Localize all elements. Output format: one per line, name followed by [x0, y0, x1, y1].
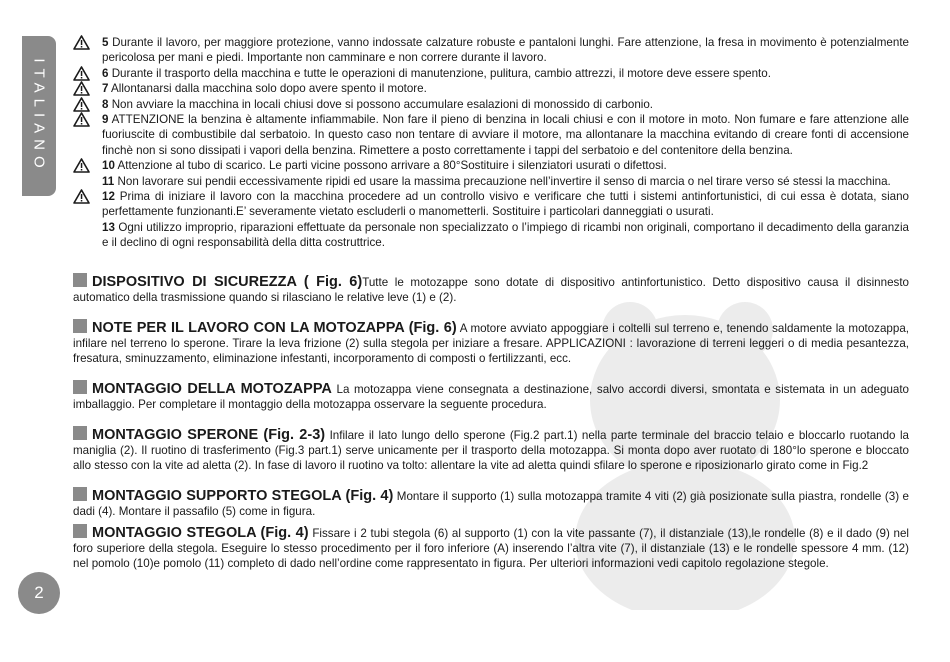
warning-item	[73, 97, 909, 112]
section-text: Montare il supporto (1) sulla motozappa tramite 4 viti (2) già posizionate sulla piastra, rondelle (3) e dadi (4). Montare il passafilo (5) come in figura.	[73, 489, 909, 519]
warning-text: Non lavorare sui pendii eccessivamente ripidi ed usare la massima precauzione nell’invertire il senso di marcia o nel tirare verso sé stessi la macchina.	[117, 174, 891, 188]
instruction-section	[73, 273, 909, 306]
warning-number: 5	[102, 36, 109, 49]
section-bullet-icon	[73, 426, 87, 440]
section-text: A motore avviato appoggiare i coltelli sul terreno e, tenendo saldamente la motozappa, infilare nel terreno lo sperone. Tirare la leva frizione (2) sulla stegola per iniziare a fresare. APPLICAZIONI : lavorazione di terreni leggeri o di media pesantezza, fresatura, sminuzzamento, eliminazione infestanti, incorporamento di composti o fertilizzanti, ecc.	[73, 321, 909, 366]
warning-item	[73, 112, 909, 158]
section-bullet-icon	[73, 273, 87, 287]
section-title: NOTE PER IL LAVORO CON LA MOTOZAPPA (Fig. 6)	[92, 319, 457, 336]
section-title: DISPOSITIVO DI SICUREZZA ( Fig. 6)	[92, 273, 363, 290]
instructions-body	[73, 35, 909, 572]
warning-number: 6	[102, 66, 109, 80]
section-text: Fissare i 2 tubi stegola (6) al supporto (1) con la vite passante (7), il distanziale (13),le rondelle (8) e il dado (9) nel foro superiore della stegola. Eseguire lo stesso procedimento per il foro inferiore (A) inserendo l’altra vite (7), il distanziale (13) e le rondelle spessore 4 mm. (12) nel pomolo (10)e pomolo (11) completo di dado nell’ordine come rappresentato in figura. Per ulteriori informazioni vedi capitolo regolazione stegole.	[73, 526, 909, 571]
warning-text: ATTENZIONE la benzina è altamente infiammabile. Non fare il pieno di benzina in locali chiusi e con il motore in moto. Non fumare e fare attenzione alle fuoriuscite di combustibile dal serbatoio. In questo caso non tentare di avviare il motore, ma allontanare la macchina evitando di creare fonti di accensione finchè non si sono dissipati i vapori della benzina. Rimettere a posto correttamente i tappi del serbatoio e del contenitore della benzina.	[102, 113, 909, 157]
section-bullet-icon	[73, 380, 87, 394]
warning-text: Prima di iniziare il lavoro con la macchina procedere ad un controllo visivo e verificare che tutti i sistemi antinfortunistici, di cui essa è dotata, siano perfettamente funzionanti.E’ severamente vietato escluderli o manometterli. Sostituire i particolari danneggiati o usurati.	[102, 190, 909, 219]
warning-number: 7	[102, 82, 109, 96]
warning-text: Non avviare la macchina in locali chiusi dove si possono accumulare esalazioni di monossido di carbonio.	[111, 97, 654, 111]
warning-text: Durante il lavoro, per maggiore protezione, vanno indossate calzature robuste e pantaloni lunghi. Fare attenzione, la fresa in movimento è potenzialmente pericolosa per mani e piedi. Importante non camminare e non correre durante il lavoro.	[102, 36, 909, 65]
section-bullet-icon	[73, 524, 87, 538]
warning-number: 13	[102, 220, 115, 234]
section-title: MONTAGGIO DELLA MOTOZAPPA	[92, 380, 332, 397]
warning-item	[73, 66, 909, 81]
warning-number: 9	[102, 113, 109, 127]
instruction-section	[73, 319, 909, 367]
warning-item	[73, 158, 909, 173]
warning-text: Attenzione al tubo di scarico. Le parti vicine possono arrivare a 80°Sostituire i silenziatori usurati o difettosi.	[117, 159, 667, 173]
warning-number: 12	[102, 190, 115, 204]
page-number: 2	[18, 572, 60, 614]
warning-triangle-icon	[73, 189, 90, 204]
warning-item	[73, 35, 909, 66]
instruction-section	[73, 487, 909, 520]
warning-text: Ogni utilizzo improprio, riparazioni effettuate da personale non specializzato o l’impiego di ricambi non originali, comportano il decadimento della garanzia e il declino di ogni responsabilità della ditta costruttrice.	[102, 220, 909, 250]
warning-triangle-icon	[73, 66, 90, 81]
section-text: La motozappa viene consegnata a destinazione, salvo accordi diversi, smontata e sistemata in un adeguato imballaggio. Per completare il montaggio della motozappa osservare la seguente procedura.	[73, 382, 910, 412]
instruction-section	[73, 426, 909, 474]
warning-number: 8	[102, 97, 109, 111]
warning-triangle-icon	[73, 112, 90, 127]
warning-list	[73, 35, 909, 251]
section-bullet-icon	[73, 319, 87, 333]
instruction-section	[73, 524, 909, 572]
side-language-tab	[22, 36, 56, 196]
section-list	[73, 273, 909, 572]
warning-item	[73, 220, 909, 251]
side-language-label: ITALIANO	[30, 58, 48, 174]
warning-item	[73, 81, 909, 96]
section-text: Tutte le motozappe sono dotate di dispositivo antinfortunistico. Detto dispositivo causa il disinnesto automatico della trasmissione quando si rilasciano le relative leve (1) e (2).	[73, 275, 909, 305]
section-title: MONTAGGIO STEGOLA (Fig. 4)	[92, 524, 309, 541]
section-title: MONTAGGIO SPERONE (Fig. 2-3)	[92, 426, 326, 443]
section-text: Infilare il lato lungo dello sperone (Fig.2 part.1) nella parte terminale del braccio telaio e bloccarlo ruotando la maniglia (2). Il ruotino di trasferimento (Fig.3 part.1) serve unicamente per il trasporto della motozappa. Si monta dopo aver ruotato di 180°lo sperone e bloccato allo stesso con la vite ad aletta (2). In fase di lavoro il ruotino va tolto: allentare la vite ad aletta quindi sfilare lo sperone e riposizionarlo girato come in Fig.2	[73, 428, 909, 473]
warning-triangle-icon	[73, 97, 90, 112]
warning-item	[73, 174, 909, 189]
warning-item	[73, 189, 909, 220]
section-bullet-icon	[73, 487, 87, 501]
warning-text: Allontanarsi dalla macchina solo dopo avere spento il motore.	[111, 82, 427, 96]
warning-triangle-icon	[73, 81, 90, 96]
warning-text: Durante il trasporto della macchina e tutte le operazioni di manutenzione, pulitura, cambio attrezzi, il motore deve essere spento.	[111, 66, 771, 80]
warning-number: 10	[102, 159, 115, 173]
warning-triangle-icon	[73, 35, 90, 50]
warning-triangle-icon	[73, 158, 90, 173]
section-title: MONTAGGIO SUPPORTO STEGOLA (Fig. 4)	[92, 487, 394, 504]
warning-number: 11	[102, 174, 115, 188]
instruction-section	[73, 380, 909, 413]
